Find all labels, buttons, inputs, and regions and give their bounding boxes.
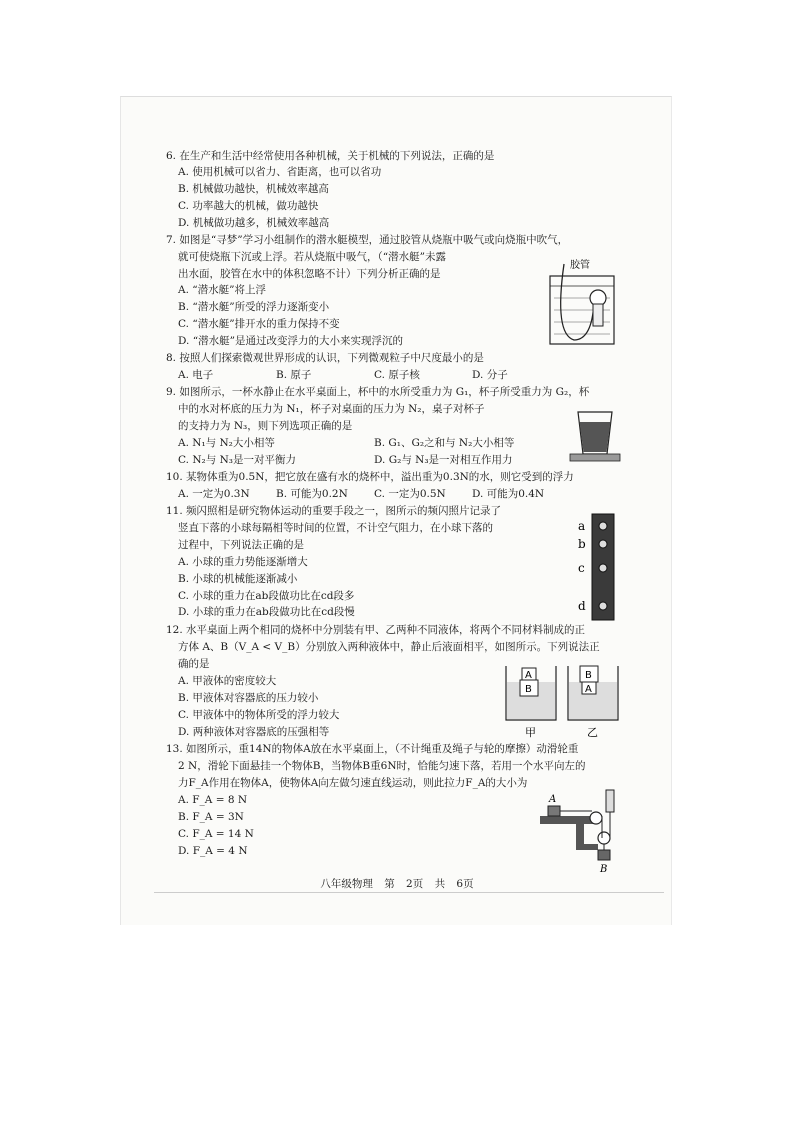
q13-stem-line2: 2 N，滑轮下面悬挂一个物体B，当物体B重6N时，恰能匀速下落，若用一个水平向左的 [178,760,586,772]
q6-option-d: D. 机械做功越多，机械效率越高 [178,217,330,229]
q11-option-b: B. 小球的机械能逐渐减小 [178,573,298,585]
q7-stem-line2: 就可使烧瓶下沉或上浮。若从烧瓶中吸气，（“潜水艇”未露 [178,251,446,263]
q12-option-d: D. 两种液体对容器底的压强相等 [178,726,330,738]
q8-option-c: C. 原子核 [374,369,420,381]
q12-option-a: A. 甲液体的密度较大 [178,675,277,687]
beakers-figure [500,660,624,740]
q8-stem: 8. 按照人们探索微观世界形成的认识，下列微观粒子中尺度最小的是 [166,352,484,364]
q13-option-d: D. F_A = 4 N [178,845,248,857]
q8-option-a: A. 电子 [178,369,214,381]
q10-options [178,486,578,502]
q11-stem-line3: 过程中，下列说法正确的是 [178,539,304,551]
q9-option-a: A. N₁与 N₂大小相等 [178,437,275,449]
q7-option-c: C. “潜水艇”排开水的重力保持不变 [178,318,340,330]
flash-label-c: c [578,561,585,575]
block-label-2: B [525,684,532,695]
flash-label-a: a [578,519,586,533]
footer-subject: 八年级物理 [320,878,373,890]
q8-option-b: B. 原子 [276,369,312,381]
q12-stem-line1: 12. 水平桌面上两个相同的烧杯中分别装有甲、乙两种不同液体，将两个不同材料制成的正 [166,624,586,636]
tube-label: 胶管 [570,260,590,271]
q9-options-row1 [178,435,598,451]
q12-stem-line3: 确的是 [178,658,210,670]
footer-page: 第 2页 [384,878,424,890]
footer-total: 共 6页 [434,878,474,890]
q9-stem-line3: 的支持力为 N₃，则下列选项正确的是 [178,420,353,432]
water-cup-figure [566,406,624,464]
q6-option-c: C. 功率越大的机械，做功越快 [178,200,319,212]
flash-label-b: b [578,537,586,551]
q12-option-c: C. 甲液体中的物体所受的浮力较大 [178,709,340,721]
q6-option-a: A. 使用机械可以省力、省距离，也可以省功 [178,166,382,178]
beaker-label-yi: 乙 [587,726,598,739]
q12-stem-line2: 方体 A、B（V_A < V_B）分别放入两种液体中，静止后液面相平，如图所示。下列说法正 [178,641,600,653]
q10-option-b: B. 可能为0.2N [276,488,348,500]
q10-option-d: D. 可能为0.4N [472,488,545,500]
page-footer [0,876,794,891]
q9-option-d: D. G₂与 N₃是一对相互作用力 [374,454,513,466]
pulley-figure [536,786,626,874]
q13-option-c: C. F_A = 14 N [178,828,254,840]
q11-stem-line1: 11. 频闪照相是研究物体运动的重要手段之一，图所示的频闪照片记录了 [166,505,502,517]
q6-option-b: B. 机械做功越快，机械效率越高 [178,183,329,195]
pulley-label-b: B [600,864,608,874]
submarine-figure [544,254,620,350]
block-label-3: B [585,670,592,681]
q13-option-b: B. F_A = 3N [178,811,244,823]
q13-stem-line1: 13. 如图所示，重14N的物体A放在水平桌面上，（不计绳重及绳子与轮的摩擦）动滑轮重 [166,743,579,755]
q9-stem-line2: 中的水对杯底的压力为 N₁，杯子对桌面的压力为 N₂，桌子对杯子 [178,403,485,415]
beaker-label-jia: 甲 [525,726,536,739]
q7-stem-line3: 出水面，胶管在水中的体积忽略不计）下列分析正确的是 [178,268,441,280]
q10-option-c: C. 一定为0.5N [374,488,446,500]
q11-stem-line2: 竖直下落的小球每隔相等时间的位置，不计空气阻力，在小球下落的 [178,522,493,534]
q9-option-c: C. N₂与 N₃是一对平衡力 [178,454,296,466]
footer-divider [154,892,664,893]
q7-option-d: D. “潜水艇”是通过改变浮力的大小来实现浮沉的 [178,335,403,347]
q9-options-row2 [178,452,598,468]
block-label-1: A [525,670,532,681]
q11-option-d: D. 小球的重力在ab段做功比在cd段慢 [178,606,355,618]
q11-option-c: C. 小球的重力在ab段做功比在cd段多 [178,590,355,602]
q9-option-b: B. G₁、G₂之和与 N₂大小相等 [374,437,515,449]
q7-option-b: B. “潜水艇”所受的浮力逐渐变小 [178,301,330,313]
q11-option-a: A. 小球的重力势能逐渐增大 [178,556,308,568]
q13-stem-line3: 力F_A作用在物体A，使物体A向左做匀速直线运动，则此拉力F_A的大小为 [178,777,528,789]
pulley-label-a: A [549,794,557,805]
q10-option-a: A. 一定为0.3N [178,488,250,500]
q12-option-b: B. 甲液体对容器底的压力较小 [178,692,319,704]
q10-stem: 10. 某物体重为0.5N，把它放在盛有水的烧杯中，溢出重为0.3N的水，则它受到的浮力 [166,471,574,483]
flash-label-d: d [578,599,586,613]
flash-photo-figure [574,510,618,622]
q8-option-d: D. 分子 [472,369,508,381]
q7-option-a: A. “潜水艇”将上浮 [178,284,266,296]
q7-stem-line1: 7. 如图是“寻梦”学习小组制作的潜水艇模型，通过胶管从烧瓶中吸气或向烧瓶中吹气， [166,234,569,246]
q13-option-a: A. F_A = 8 N [178,794,248,806]
q6-stem: 6. 在生产和生活中经常使用各种机械，关于机械的下列说法，正确的是 [166,150,495,162]
block-label-4: A [585,684,592,695]
q9-stem-line1: 9. 如图所示，一杯水静止在水平桌面上，杯中的水所受重力为 G₁，杯子所受重力为 G₂，杯 [166,386,590,398]
q8-options [178,367,578,383]
